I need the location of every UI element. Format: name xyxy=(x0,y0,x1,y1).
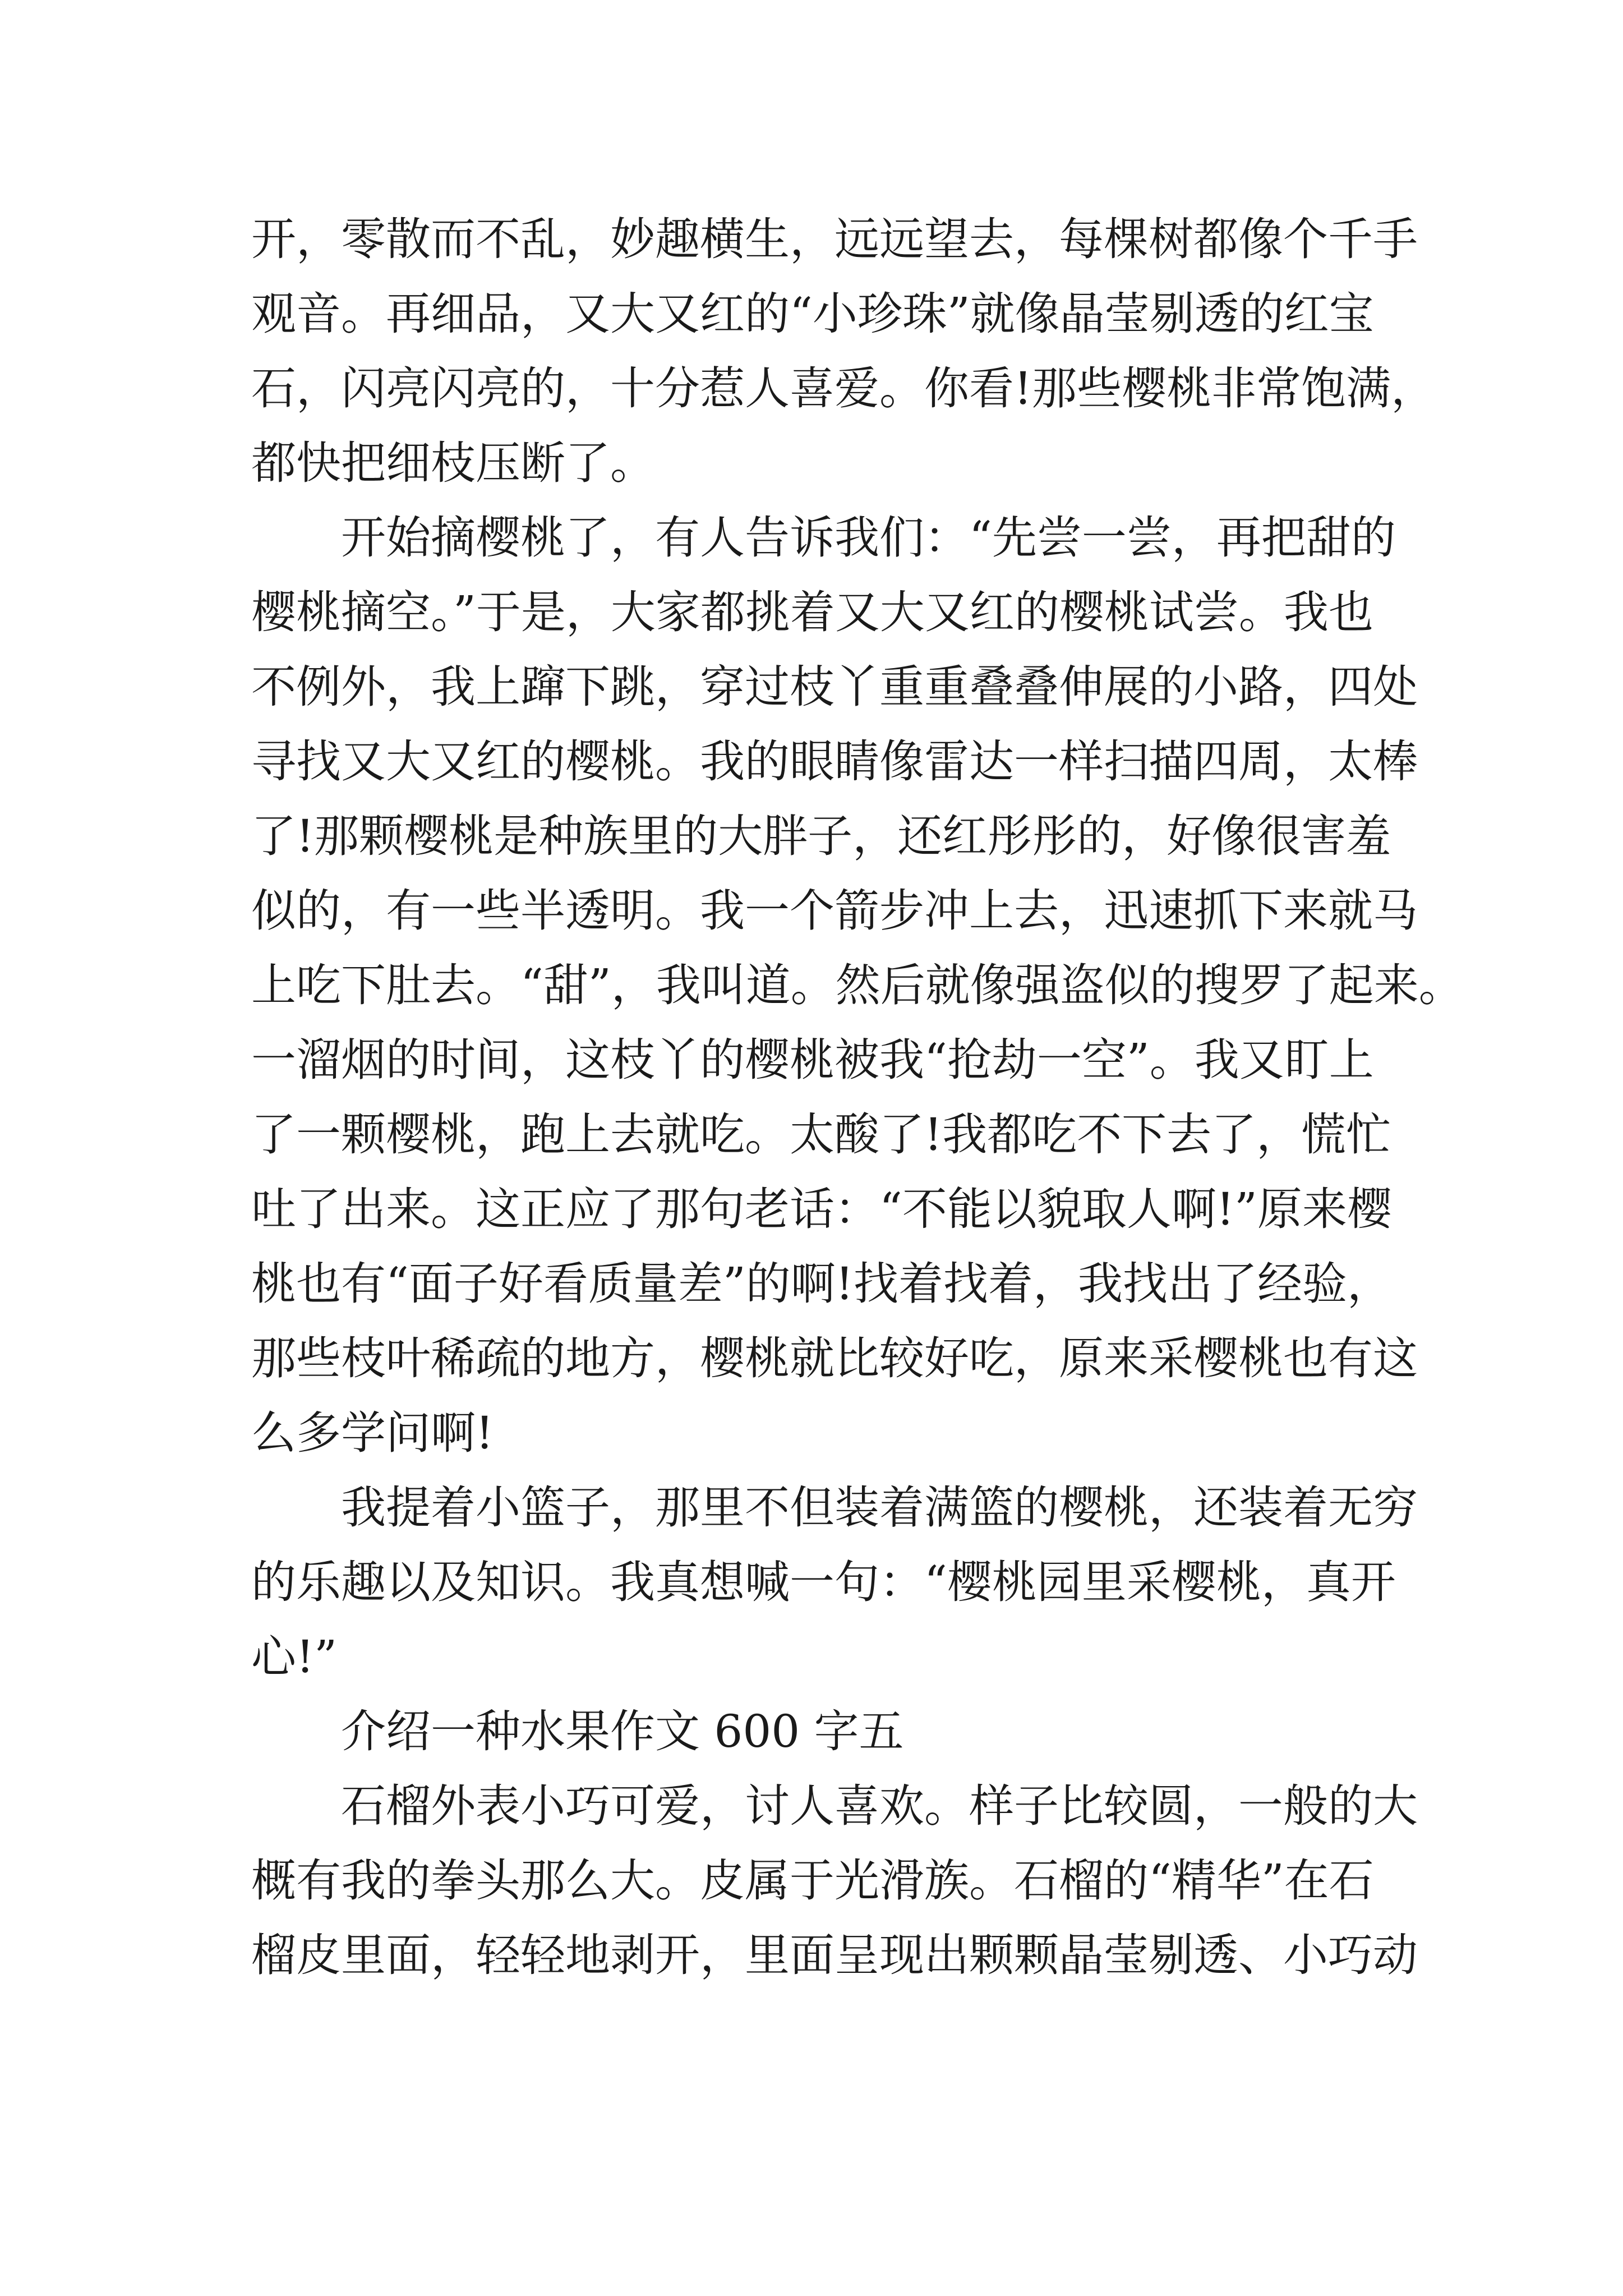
text-line-23: 概有我的拳头那么大。皮属于光滑族。石榴的“精华”在石 xyxy=(251,1855,1374,1907)
text-line-16: 那些枝叶稀疏的地方，樱桃就比较好吃，原来采樱桃也有这 xyxy=(251,1332,1418,1384)
text-line-15: 桃也有“面子好看质量差”的啊!找着找着，我找出了经验， xyxy=(251,1258,1392,1310)
text-line-20: 心!” xyxy=(251,1631,338,1683)
text-line-13: 了一颗樱桃，跑上去就吃。太酸了!我都吃不下去了，慌忙 xyxy=(251,1108,1391,1161)
text-line-9: 了!那颗樱桃是种族里的大胖子，还红彤彤的，好像很害羞 xyxy=(251,810,1391,862)
paragraph-start-line-18: 我提着小篮子，那里不但装着满篮的樱桃，还装着无穷 xyxy=(341,1481,1418,1534)
text-line-24: 榴皮里面，轻轻地剥开，里面呈现出颗颗晶莹剔透、小巧动 xyxy=(251,1929,1418,1981)
paragraph-start-line-5: 开始摘樱桃了，有人告诉我们：“先尝一尝，再把甜的 xyxy=(341,512,1396,564)
section-heading: 介绍一种水果作文 600 字五 xyxy=(341,1705,904,1757)
text-line-10: 似的，有一些半透明。我一个箭步冲上去，迅速抓下来就马 xyxy=(251,885,1418,937)
text-line-11: 上吃下肚去。“甜”，我叫道。然后就像强盗似的搜罗了起来。 xyxy=(251,959,1464,1011)
text-line-17: 么多学问啊! xyxy=(251,1407,494,1459)
text-line-4: 都快把细枝压断了。 xyxy=(251,437,655,489)
essay-text xyxy=(251,202,1464,1993)
text-line-6: 樱桃摘空。”于是，大家都挑着又大又红的樱桃试尝。我也 xyxy=(251,586,1373,638)
text-line-1: 开，零散而不乱，妙趣横生，远远望去，每棵树都像个千手 xyxy=(251,213,1418,265)
text-line-2: 观音。再细品，又大又红的“小珍珠”就像晶莹剔透的红宝 xyxy=(251,288,1374,340)
paragraph-start-line-22: 石榴外表小巧可爱，讨人喜欢。样子比较圆，一般的大 xyxy=(341,1780,1418,1832)
text-line-12: 一溜烟的时间，这枝丫的樱桃被我“抢劫一空”。我又盯上 xyxy=(251,1034,1374,1086)
text-line-8: 寻找又大又红的樱桃。我的眼睛像雷达一样扫描四周，太棒 xyxy=(251,735,1418,788)
text-line-3: 石，闪亮闪亮的，十分惹人喜爱。你看!那些樱桃非常饱满， xyxy=(251,362,1436,415)
text-line-14: 吐了出来。这正应了那句老话：“不能以貌取人啊!”原来樱 xyxy=(251,1183,1392,1235)
text-line-7: 不例外，我上蹿下跳，穿过枝丫重重叠叠伸展的小路，四处 xyxy=(251,661,1418,713)
text-line-19: 的乐趣以及知识。我真想喊一句：“樱桃园里采樱桃，真开 xyxy=(251,1556,1396,1608)
